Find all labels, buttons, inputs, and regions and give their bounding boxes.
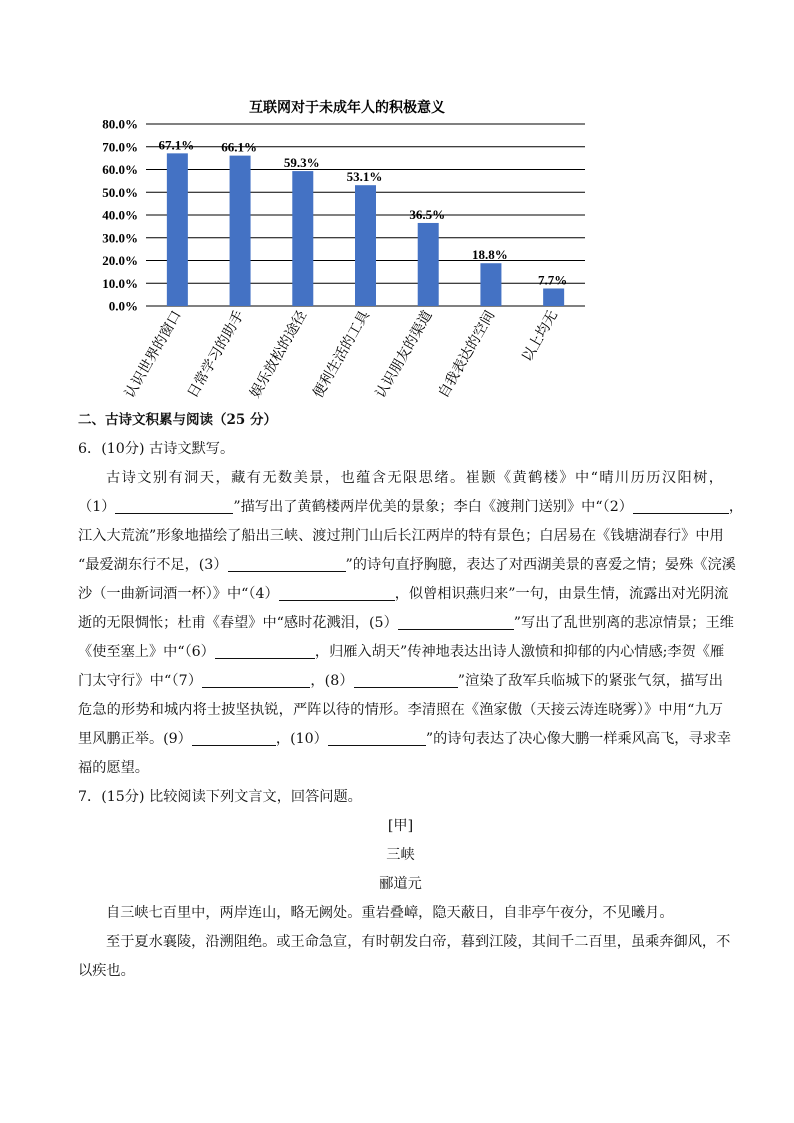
data-label: 59.3% xyxy=(283,155,320,171)
passage-line: 自三峡七百里中，两岸连山，略无阙处。重岩叠嶂，隐天蔽日，自非亭午夜分，不见曦月。 xyxy=(106,905,674,921)
question-6-line xyxy=(78,551,736,580)
y-tick-label: 50.0% xyxy=(102,184,138,200)
bar xyxy=(167,153,188,306)
text-segment: ”描写出了黄鹤楼两岸优美的景象；李白《渡荆门送别》中“（2） xyxy=(233,499,633,515)
data-label: 36.5% xyxy=(409,206,446,222)
category-label: 便利生活的工具 xyxy=(310,308,373,401)
text-segment: ”的诗句表达了决心像大鹏一样乘风高飞，寻求幸 xyxy=(425,731,732,747)
question-6-line xyxy=(78,696,723,725)
data-label: 66.1% xyxy=(221,139,257,155)
question-6-line xyxy=(78,638,723,667)
text-segment: ”渲染了敌军兵临城下的紧张气氛，描写出 xyxy=(457,673,723,689)
question-6-line xyxy=(78,754,723,783)
y-tick-label: 30.0% xyxy=(102,230,138,246)
question-6-line xyxy=(78,609,734,638)
passage-title: 三峡 xyxy=(386,847,415,863)
question-6-line xyxy=(78,522,723,551)
y-tick-label: 10.0% xyxy=(102,275,138,291)
answer-blank[interactable] xyxy=(328,728,426,746)
answer-blank[interactable] xyxy=(202,670,310,688)
data-label: 7.7% xyxy=(538,272,568,288)
bar xyxy=(292,171,313,306)
category-label: 以上均无 xyxy=(519,308,562,365)
answer-blank[interactable] xyxy=(633,496,729,514)
text-segment: （1） xyxy=(78,499,116,515)
passage-marker: [甲] xyxy=(387,818,414,834)
text-segment: ，(10） xyxy=(275,731,328,747)
bar xyxy=(418,223,439,306)
data-label: 53.1% xyxy=(346,169,383,185)
bar-chart xyxy=(0,0,794,405)
answer-blank[interactable] xyxy=(115,496,233,514)
category-label: 自我表达的空间 xyxy=(435,308,499,401)
text-segment: ”写出了乱世别离的悲凉情景；王维 xyxy=(513,615,734,631)
text-segment: ，(8） xyxy=(310,673,354,689)
text-segment: ，归雁入胡天”传神地表达出诗人激愤和抑郁的内心情感;李贺《雁 xyxy=(314,644,725,660)
y-tick-label: 70.0% xyxy=(102,139,138,155)
question-6-line xyxy=(78,725,732,754)
bar xyxy=(355,185,376,306)
text-segment: 沙（一曲新词酒一杯）》中“（4） xyxy=(78,586,279,602)
question-6-line xyxy=(78,667,723,696)
question-6-line xyxy=(78,493,744,522)
category-label: 日常学习的助手 xyxy=(184,308,248,401)
answer-blank[interactable] xyxy=(228,554,346,572)
section-heading: 二、古诗文积累与阅读（25 分） xyxy=(78,412,277,428)
text-segment: 《使至塞上》中“（6） xyxy=(78,644,215,660)
text-segment: ”的诗句直抒胸臆，表达了对西湖美景的喜爱之情；晏殊《浣溪 xyxy=(345,557,736,573)
y-tick-label: 60.0% xyxy=(102,162,138,177)
text-segment: 福的愿望。 xyxy=(78,760,149,776)
answer-blank[interactable] xyxy=(215,641,315,659)
chart-title: 互联网对于未成年人的积极意义 xyxy=(249,100,445,116)
passage-text xyxy=(78,899,731,986)
answer-blank[interactable] xyxy=(279,583,395,601)
bar xyxy=(480,263,501,306)
text-segment: 逝的无限惆怅；杜甫《春望》中“感时花溅泪，(5） xyxy=(78,615,398,631)
y-tick-label: 80.0% xyxy=(102,116,138,132)
question-6-text xyxy=(78,464,744,783)
bar xyxy=(543,288,564,306)
text-segment: 古诗文别有洞天，藏有无数美景，也蕴含无限思绪。崔颢《黄鹤楼》中“晴川历历汉阳树， xyxy=(106,470,723,486)
text-segment: 江入大荒流”形象地描绘了船出三峡、渡过荆门山后长江两岸的特有景色；白居易在《钱塘湖春行》中用 xyxy=(78,528,724,544)
bar xyxy=(230,156,251,306)
text-segment: “最爱湖东行不足，(3） xyxy=(78,557,228,573)
text-segment: 门太守行》中“（7） xyxy=(78,673,203,689)
document-body xyxy=(78,406,744,986)
data-label: 67.1% xyxy=(158,137,195,153)
y-axis-ticks xyxy=(102,117,138,314)
passage-line: 至于夏水襄陵，沿溯阻绝。或王命急宣，有时朝发白帝，暮到江陵，其间千二百里，虽乘奔御风，不 xyxy=(106,934,731,950)
category-label: 娱乐放松的途径 xyxy=(247,308,311,401)
category-label: 认识世界的窗口 xyxy=(121,308,185,401)
y-tick-label: 40.0% xyxy=(102,207,138,223)
text-segment: ， xyxy=(728,499,744,515)
question-6-title: 6．(10分) 古诗文默写。 xyxy=(78,441,235,457)
question-6-line xyxy=(78,580,729,609)
x-axis-labels xyxy=(121,307,561,401)
y-tick-label: 20.0% xyxy=(102,253,138,268)
text-segment: ，似曾相识燕归来”一句，由景生情，流露出对光阴流 xyxy=(394,586,729,602)
data-label: 18.8% xyxy=(472,247,508,263)
passage-author: 郦道元 xyxy=(379,876,422,892)
category-label: 认识朋友的渠道 xyxy=(372,308,436,401)
answer-blank[interactable] xyxy=(354,670,458,688)
question-7-title: 7．(15分) 比较阅读下列文言文，回答问题。 xyxy=(78,789,362,805)
y-tick-label: 0.0% xyxy=(108,298,138,314)
text-segment: 里风鹏正举。(9） xyxy=(78,731,192,747)
answer-blank[interactable] xyxy=(398,612,514,630)
passage-line: 以疾也。 xyxy=(78,963,135,979)
text-segment: 危急的形势和城内将士披坚执锐，严阵以待的情形。李清照在《渔家傲（天接云涛连晓雾）》中用“九万 xyxy=(78,702,723,718)
answer-blank[interactable] xyxy=(192,728,276,746)
question-6-line xyxy=(78,464,723,493)
